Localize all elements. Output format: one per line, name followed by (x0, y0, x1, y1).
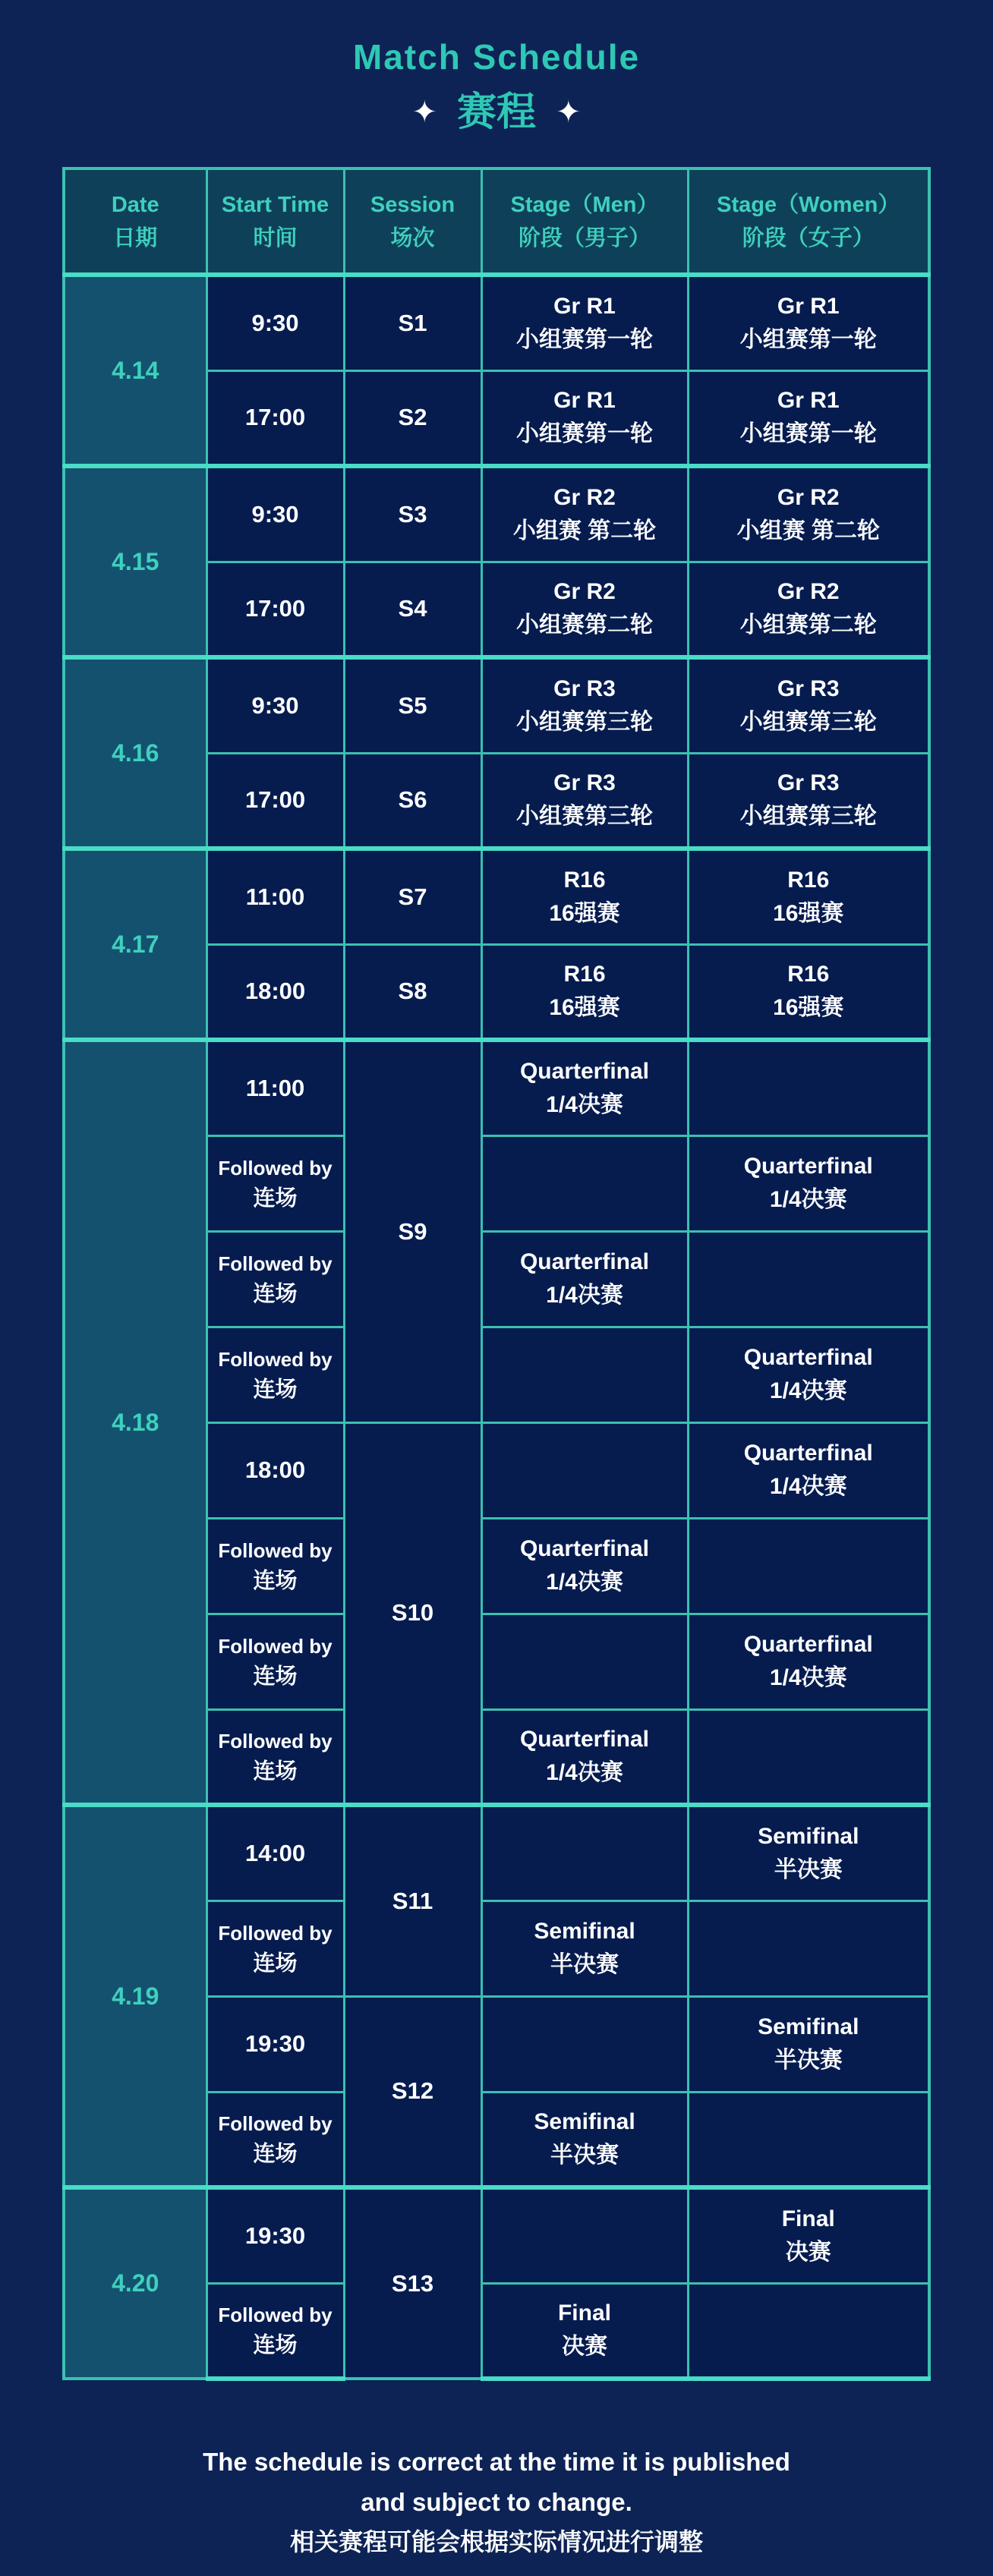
header-stage-men (481, 168, 688, 275)
start-time-cell (206, 1805, 344, 1901)
date-cell (64, 275, 206, 466)
stage-women-cell (688, 1422, 929, 1518)
start-time-label: 17:00 (244, 404, 306, 431)
stage-name-zh: 小组赛第一轮 (516, 421, 653, 447)
session-cell (344, 1996, 481, 2187)
date-cell (64, 849, 206, 1040)
stage-women-cell (688, 1518, 929, 1614)
start-time-cell (206, 1996, 344, 2092)
stage-name-en: Gr R3 (553, 770, 616, 796)
stage-name-zh: 1/4决赛 (546, 1283, 623, 1308)
stage-women-cell (688, 1327, 929, 1422)
stage-name-en: R16 (563, 962, 606, 987)
session-label: S8 (398, 978, 427, 1005)
schedule-row (64, 2187, 929, 2283)
stage-name-zh: 小组赛第三轮 (739, 709, 877, 735)
stage-men-cell (481, 2283, 688, 2379)
stage-men-cell (481, 275, 688, 370)
session-label: S3 (398, 500, 427, 527)
stage-name-zh: 小组赛第三轮 (516, 709, 653, 735)
followed-by-label-zh: 连场 (253, 1186, 298, 1211)
followed-by-label-zh: 连场 (253, 2142, 298, 2167)
stage-men-cell (481, 1135, 688, 1231)
session-cell (344, 1805, 481, 1996)
session-label: S11 (392, 1887, 433, 1914)
stage-name-en: R16 (563, 867, 606, 893)
session-label: S9 (398, 1217, 427, 1245)
followed-by-label-zh: 连场 (253, 2333, 298, 2358)
date-cell (64, 1805, 206, 2187)
stage-men-cell (481, 370, 688, 466)
start-time-cell (206, 1422, 344, 1518)
stage-name-en: R16 (787, 962, 830, 987)
stage-name-en: Gr R2 (777, 484, 840, 510)
stage-men-cell (481, 1614, 688, 1709)
session-cell (344, 753, 481, 849)
start-time-cell (206, 275, 344, 370)
start-time-label: 18:00 (244, 978, 306, 1005)
stage-women-cell (688, 466, 929, 562)
stage-name-en: Gr R2 (553, 484, 616, 510)
header-date-en: Date (111, 192, 159, 217)
stage-name-en: Final (781, 2206, 835, 2231)
followed-by-label-zh: 连场 (253, 1759, 298, 1784)
stage-name-zh: 16强赛 (549, 995, 620, 1021)
stage-women-cell (688, 1231, 929, 1327)
schedule-row (64, 657, 929, 753)
start-time-label: 19:30 (244, 2222, 306, 2249)
start-time-cell (206, 1135, 344, 1231)
stage-women-cell (688, 1996, 929, 2092)
start-time-cell (206, 1040, 344, 1135)
stage-name-zh: 半决赛 (550, 1952, 619, 1977)
date-label: 4.18 (112, 1408, 159, 1436)
stage-name-en: Quarterfinal (743, 1154, 873, 1179)
date-label: 4.14 (112, 356, 159, 384)
followed-by-label-en: Followed by (218, 1730, 333, 1753)
stage-women-cell (688, 657, 929, 753)
stage-men-cell (481, 849, 688, 944)
start-time-label: 17:00 (244, 786, 306, 814)
header-stage-women-en: Stage（Women） (717, 192, 900, 217)
start-time-cell (206, 1614, 344, 1709)
stage-name-en: Final (557, 2300, 611, 2326)
stage-name-zh: 1/4决赛 (769, 1665, 847, 1690)
footer-note-line1: The schedule is correct at the time it is published (203, 2448, 790, 2476)
schedule-table-body (64, 275, 929, 2379)
stage-women-cell (688, 2187, 929, 2283)
followed-by-label-zh: 连场 (253, 1951, 298, 1976)
header-session (344, 168, 481, 275)
stage-name-zh: 小组赛第三轮 (739, 804, 877, 830)
stage-name-zh: 1/4决赛 (769, 1474, 847, 1499)
stage-name-en: Quarterfinal (743, 1441, 873, 1466)
stage-name-en: Gr R3 (777, 675, 840, 701)
start-time-label: 9:30 (251, 500, 299, 527)
page-subtitle (0, 90, 993, 134)
stage-name-en: Gr R1 (553, 388, 616, 414)
start-time-label: 19:30 (244, 2030, 306, 2057)
date-label: 4.15 (112, 547, 159, 575)
session-label: S7 (398, 883, 427, 910)
header-start-time (206, 168, 344, 275)
start-time-label: 18:00 (244, 1456, 306, 1483)
sparkle-icon: ✦ (556, 96, 582, 129)
stage-women-cell (688, 1901, 929, 1996)
session-cell (344, 849, 481, 944)
followed-by-label-en: Followed by (218, 1635, 333, 1658)
stage-men-cell (481, 753, 688, 849)
schedule-row (64, 1040, 929, 1135)
page-header (0, 0, 993, 132)
stage-women-cell (688, 1135, 929, 1231)
stage-name-zh: 16强赛 (773, 995, 844, 1021)
stage-name-zh: 半决赛 (774, 1856, 843, 1882)
stage-men-cell (481, 1996, 688, 2092)
stage-name-en: Gr R3 (553, 675, 616, 701)
start-time-cell (206, 753, 344, 849)
stage-men-cell (481, 1040, 688, 1135)
stage-men-cell (481, 2187, 688, 2283)
stage-men-cell (481, 1709, 688, 1805)
schedule-row (64, 849, 929, 944)
date-label: 4.17 (112, 930, 159, 958)
header-row (64, 168, 929, 275)
stage-women-cell (688, 562, 929, 657)
header-start-time-en: Start Time (221, 192, 329, 217)
stage-name-zh: 小组赛第一轮 (739, 421, 877, 447)
stage-men-cell (481, 944, 688, 1040)
stage-name-zh: 1/4决赛 (546, 1091, 623, 1117)
date-cell (64, 2187, 206, 2379)
session-label: S13 (391, 2269, 434, 2297)
stage-name-zh: 决赛 (785, 2239, 831, 2265)
stage-name-en: Semifinal (758, 1823, 859, 1849)
stage-men-cell (481, 1901, 688, 1996)
schedule-row (64, 1805, 929, 1901)
stage-name-en: Quarterfinal (519, 1249, 650, 1274)
session-label: S4 (398, 595, 427, 622)
stage-women-cell (688, 1709, 929, 1805)
stage-men-cell (481, 1231, 688, 1327)
stage-name-zh: 16强赛 (549, 900, 620, 926)
session-label: S5 (398, 691, 427, 719)
schedule-table-header (64, 168, 929, 275)
header-session-en: Session (370, 192, 456, 217)
page-title: Match Schedule (352, 37, 641, 77)
stage-name-zh: 半决赛 (774, 2048, 843, 2073)
header-session-zh: 场次 (390, 225, 435, 250)
start-time-cell (206, 1518, 344, 1614)
stage-name-zh: 1/4决赛 (546, 1760, 623, 1786)
date-label: 4.16 (112, 738, 159, 767)
stage-name-zh: 决赛 (562, 2334, 607, 2360)
stage-name-zh: 小组赛 第二轮 (512, 518, 657, 543)
stage-name-en: R16 (787, 867, 830, 893)
followed-by-label-zh: 连场 (253, 1282, 298, 1306)
followed-by-label-en: Followed by (218, 2112, 333, 2136)
stage-name-en: Semifinal (534, 1919, 635, 1944)
start-time-label: 9:30 (251, 691, 299, 719)
start-time-cell (206, 1901, 344, 1996)
followed-by-label-en: Followed by (218, 1252, 333, 1275)
header-date-zh: 日期 (113, 225, 158, 250)
stage-women-cell (688, 2092, 929, 2187)
stage-name-en: Gr R1 (553, 293, 616, 319)
stage-women-cell (688, 944, 929, 1040)
followed-by-label-en: Followed by (218, 1922, 333, 1945)
stage-name-en: Quarterfinal (743, 1632, 873, 1657)
session-cell (344, 657, 481, 753)
stage-men-cell (481, 1518, 688, 1614)
sparkle-icon: ✦ (411, 96, 437, 129)
stage-men-cell (481, 1422, 688, 1518)
start-time-cell (206, 657, 344, 753)
header-stage-women (688, 168, 929, 275)
session-label: S12 (391, 2077, 434, 2105)
session-cell (344, 562, 481, 657)
session-cell (344, 275, 481, 370)
session-cell (344, 1422, 481, 1805)
start-time-cell (206, 1231, 344, 1327)
page-footer (0, 2442, 993, 2562)
followed-by-label-zh: 连场 (253, 1569, 298, 1593)
date-cell (64, 1040, 206, 1805)
stage-women-cell (688, 753, 929, 849)
followed-by-label-zh: 连场 (253, 1378, 298, 1402)
start-time-cell (206, 1709, 344, 1805)
stage-men-cell (481, 466, 688, 562)
start-time-cell (206, 2187, 344, 2283)
start-time-label: 11:00 (245, 1074, 305, 1101)
stage-name-en: Quarterfinal (519, 1536, 650, 1561)
start-time-label: 14:00 (244, 1839, 306, 1866)
stage-women-cell (688, 1040, 929, 1135)
stage-women-cell (688, 1614, 929, 1709)
stage-women-cell (688, 1805, 929, 1901)
date-cell (64, 657, 206, 849)
start-time-cell (206, 944, 344, 1040)
stage-name-en: Gr R2 (553, 579, 616, 605)
schedule-row (64, 275, 929, 370)
stage-name-en: Gr R1 (777, 293, 840, 319)
stage-name-en: Semifinal (758, 2014, 859, 2039)
stage-men-cell (481, 657, 688, 753)
header-date (64, 168, 206, 275)
stage-name-zh: 1/4决赛 (769, 1378, 847, 1403)
footer-note-line3: 相关赛程可能会根据实际情况进行调整 (289, 2528, 703, 2556)
followed-by-label-en: Followed by (218, 1157, 333, 1179)
followed-by-label-en: Followed by (218, 1348, 333, 1371)
session-label: S6 (398, 786, 427, 814)
date-label: 4.19 (112, 1982, 159, 2010)
stage-name-en: Quarterfinal (743, 1345, 873, 1370)
start-time-label: 17:00 (244, 595, 306, 622)
start-time-cell (206, 562, 344, 657)
stage-women-cell (688, 2283, 929, 2379)
stage-name-en: Quarterfinal (519, 1727, 650, 1752)
match-schedule-table (62, 167, 931, 2381)
stage-name-zh: 小组赛第二轮 (739, 613, 877, 638)
followed-by-label-zh: 连场 (253, 1664, 298, 1689)
session-label: S10 (391, 1599, 434, 1627)
stage-name-en: Gr R1 (777, 388, 840, 414)
start-time-cell (206, 2283, 344, 2379)
stage-name-zh: 小组赛第三轮 (516, 804, 653, 830)
stage-name-en: Gr R2 (777, 579, 840, 605)
date-label: 4.20 (112, 2269, 159, 2297)
stage-men-cell (481, 2092, 688, 2187)
session-cell (344, 944, 481, 1040)
followed-by-label-en: Followed by (218, 1539, 333, 1562)
schedule-row (64, 466, 929, 562)
page-subtitle-text: 赛程 (456, 90, 536, 134)
stage-name-zh: 小组赛 第二轮 (736, 518, 880, 543)
start-time-label: 11:00 (245, 883, 305, 910)
header-stage-women-zh: 阶段（女子） (742, 225, 875, 250)
footer-note-line2: and subject to change. (361, 2488, 632, 2516)
stage-name-zh: 1/4决赛 (769, 1187, 847, 1212)
stage-name-zh: 半决赛 (550, 2143, 619, 2168)
date-cell (64, 466, 206, 657)
stage-men-cell (481, 1327, 688, 1422)
stage-name-zh: 小组赛第一轮 (739, 326, 877, 352)
start-time-cell (206, 849, 344, 944)
header-stage-men-zh: 阶段（男子） (518, 225, 651, 250)
stage-name-en: Quarterfinal (519, 1058, 650, 1084)
start-time-cell (206, 466, 344, 562)
stage-women-cell (688, 370, 929, 466)
session-label: S2 (398, 404, 427, 431)
stage-name-zh: 1/4决赛 (546, 1570, 623, 1595)
header-start-time-zh: 时间 (253, 225, 298, 250)
stage-name-zh: 小组赛第二轮 (516, 613, 653, 638)
start-time-cell (206, 1327, 344, 1422)
stage-name-zh: 16强赛 (773, 900, 844, 926)
stage-name-en: Semifinal (534, 2109, 635, 2135)
stage-women-cell (688, 275, 929, 370)
start-time-cell (206, 2092, 344, 2187)
header-stage-men-en: Stage（Men） (510, 192, 659, 217)
stage-men-cell (481, 562, 688, 657)
session-cell (344, 2187, 481, 2379)
followed-by-label-en: Followed by (218, 2304, 333, 2327)
stage-women-cell (688, 849, 929, 944)
stage-men-cell (481, 1805, 688, 1901)
session-cell (344, 370, 481, 466)
session-cell (344, 466, 481, 562)
stage-name-en: Gr R3 (777, 770, 840, 796)
session-cell (344, 1040, 481, 1422)
start-time-label: 9:30 (251, 309, 299, 336)
start-time-cell (206, 370, 344, 466)
session-label: S1 (398, 309, 427, 336)
stage-name-zh: 小组赛第一轮 (516, 326, 653, 352)
